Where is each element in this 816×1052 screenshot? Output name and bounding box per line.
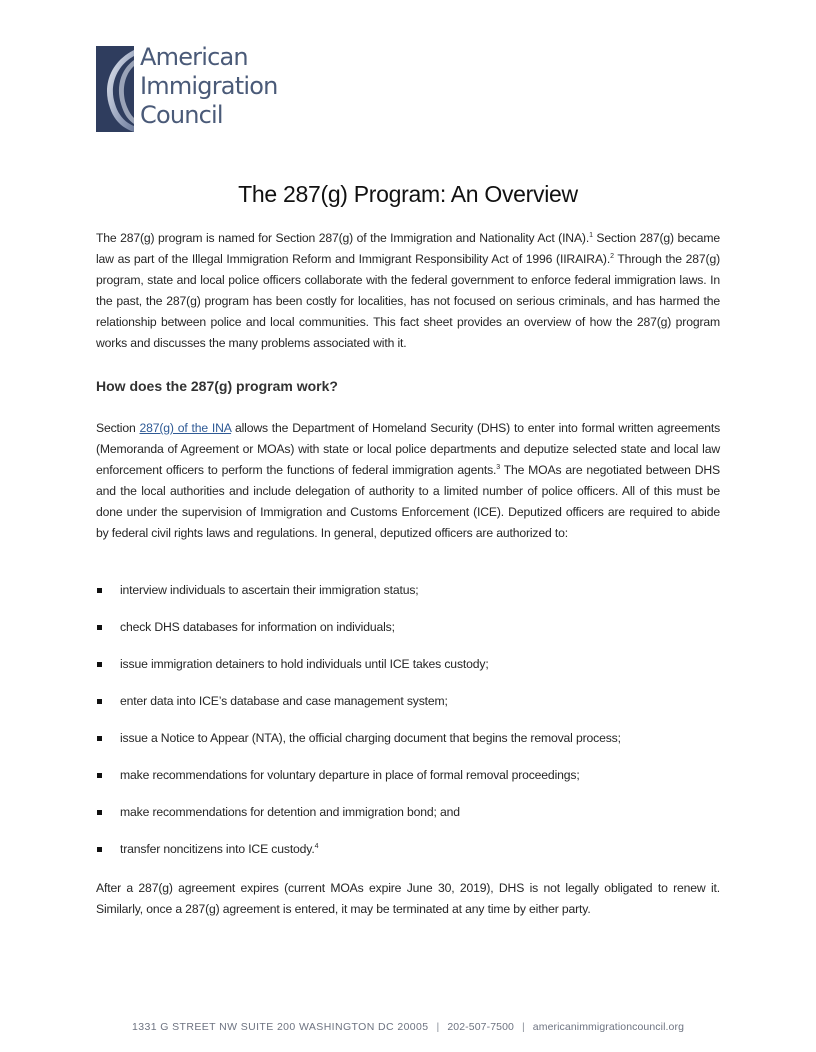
square-bullet-icon bbox=[97, 625, 102, 630]
authorized-duties-list bbox=[96, 580, 720, 876]
list-item bbox=[96, 654, 720, 691]
footer-phone: 202-507-7500 bbox=[447, 1021, 514, 1033]
square-bullet-icon bbox=[97, 588, 102, 593]
list-item bbox=[96, 617, 720, 654]
list-item bbox=[96, 580, 720, 617]
footer-separator: | bbox=[436, 1021, 440, 1033]
footer-address: 1331 G STREET NW SUITE 200 WASHINGTON DC 20005 bbox=[131, 1021, 429, 1033]
list-item-text: make recommendations for detention and immigration bond; and bbox=[120, 805, 460, 819]
logo-wordmark bbox=[140, 43, 278, 132]
section-pre: Section bbox=[96, 421, 140, 435]
page-footer bbox=[0, 1021, 816, 1033]
list-item-text bbox=[120, 839, 318, 860]
footnote-2[interactable]: 2 bbox=[610, 253, 614, 260]
organization-logo bbox=[96, 43, 278, 132]
list-item-text: check DHS databases for information on individuals; bbox=[120, 620, 395, 634]
list-item-text: issue immigration detainers to hold individuals until ICE takes custody; bbox=[120, 657, 489, 671]
list-item-text: interview individuals to ascertain their immigration status; bbox=[120, 583, 419, 597]
section-sentence-1: allows the Department of Homeland Security (DHS) to enter into formal written agreements (Memoranda of Agreement or MOAs) with state or local police departments and deputize selected state and local law enforcement officers to perform the functions of federal immigration agents. bbox=[96, 421, 721, 477]
footer-separator: | bbox=[521, 1021, 525, 1033]
section-paragraph bbox=[96, 418, 720, 544]
list-item-text: issue a Notice to Appear (NTA), the official charging document that begins the removal process; bbox=[120, 731, 621, 745]
list-item bbox=[96, 839, 720, 876]
intro-sentence-3: Through the 287(g) program, state and local police officers collaborate with the federal government to enforce federal immigration laws. In the past, the 287(g) program has been costly for localities, has not focused on serious criminals, and has harmed the relationship between police and local communities. This fact sheet provides an overview of how the 287(g) program works and discusses the many problems associated with it. bbox=[96, 252, 720, 350]
page-title: The 287(g) Program: An Overview bbox=[238, 181, 578, 207]
logo-line-council: Council bbox=[140, 101, 223, 129]
list-item bbox=[96, 765, 720, 802]
list-item bbox=[96, 728, 720, 765]
list-item-text: enter data into ICE’s database and case management system; bbox=[120, 694, 448, 708]
square-bullet-icon bbox=[97, 773, 102, 778]
section-sentence-2: The MOAs are negotiated between DHS and the local authorities and include delegation of authority to a limited number of police officers. All of this must be done under the supervision of Immigration and Customs Enforcement (ICE). Deputized officers are required to abide by federal civil rights laws and regulations. In general, deputized officers are authorized to: bbox=[96, 463, 720, 540]
intro-sentence-2: Section 287(g) became law as part of the Illegal Immigration Reform and Immigrant Responsibility Act of 1996 (IIRAIRA). bbox=[96, 231, 720, 266]
ina-link[interactable]: 287(g) of the INA bbox=[139, 421, 232, 435]
logo-line-american: American bbox=[140, 43, 248, 71]
intro-sentence-1: The 287(g) program is named for Section 287(g) of the Immigration and Nationality Act (INA). bbox=[96, 231, 590, 245]
section-heading: How does the 287(g) program work? bbox=[96, 378, 338, 394]
footer-website[interactable]: americanimmigrationcouncil.org bbox=[532, 1021, 685, 1033]
closing-paragraph: After a 287(g) agreement expires (current MOAs expire June 30, 2019), DHS is not legally obligated to renew it. Similarly, once a 287(g) agreement is entered, it may be terminated at any time by either party. bbox=[96, 881, 720, 916]
square-bullet-icon bbox=[97, 662, 102, 667]
footnote-3[interactable]: 3 bbox=[496, 464, 501, 471]
list-item bbox=[96, 691, 720, 728]
square-bullet-icon bbox=[97, 810, 102, 815]
logo-line-immigration: Immigration bbox=[140, 72, 278, 100]
intro-paragraph bbox=[96, 228, 720, 354]
square-bullet-icon bbox=[97, 847, 102, 852]
list-item-text: make recommendations for voluntary departure in place of formal removal proceedings; bbox=[120, 768, 580, 782]
logo-swoosh-icon bbox=[96, 46, 134, 132]
square-bullet-icon bbox=[97, 736, 102, 741]
list-item bbox=[96, 802, 720, 839]
footnote-1[interactable]: 1 bbox=[589, 232, 593, 239]
footnote-4[interactable]: 4 bbox=[314, 843, 319, 850]
square-bullet-icon bbox=[97, 699, 102, 704]
list-item-text-last: transfer noncitizens into ICE custody. bbox=[120, 842, 315, 856]
